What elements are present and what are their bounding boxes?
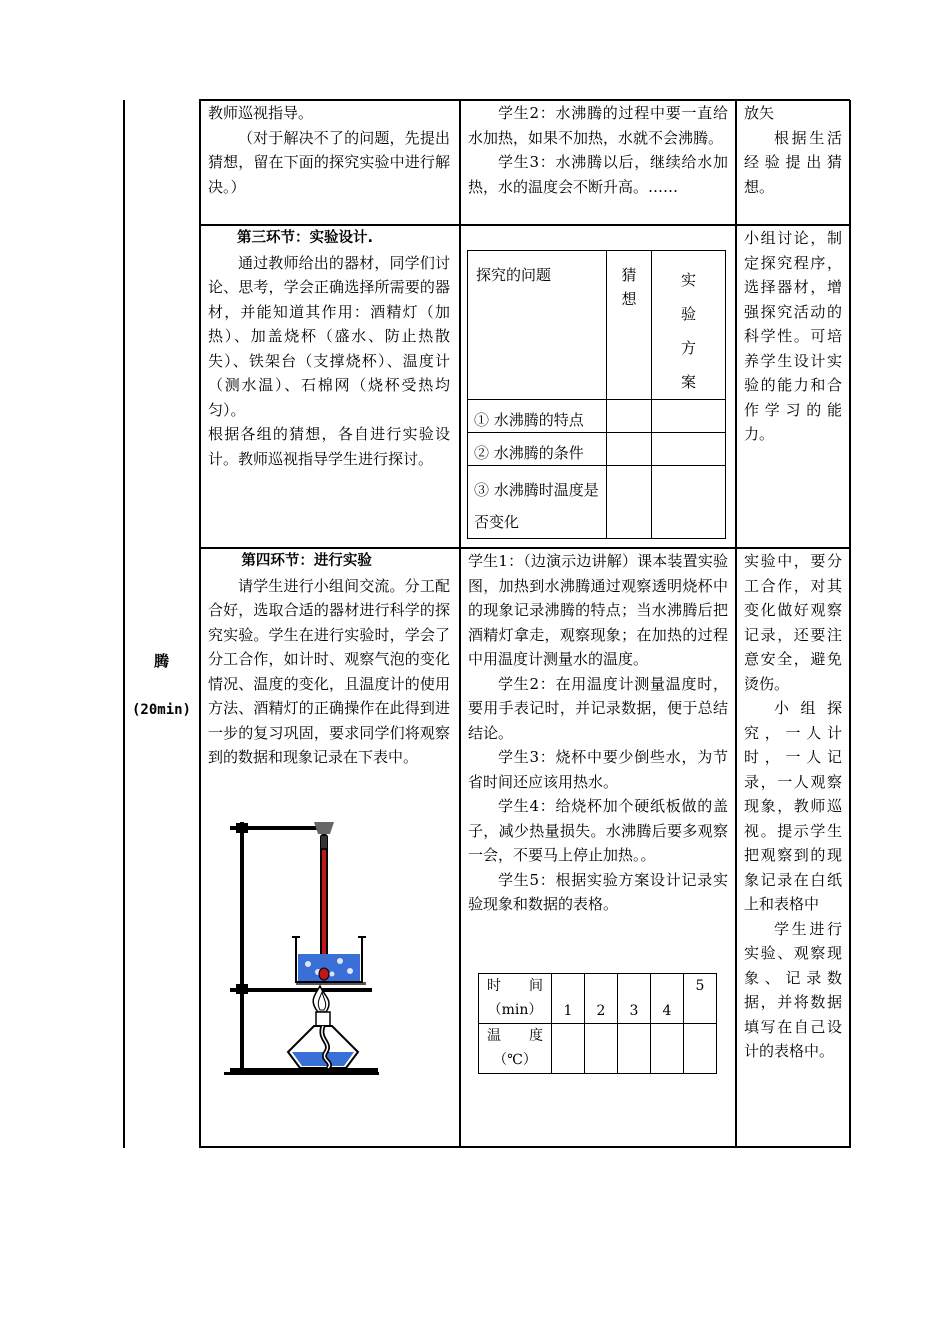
row3-teacher-cell [208,549,450,770]
time-cell: 5 [684,974,717,1024]
time-label: (20min) [131,702,191,718]
data-record-table [478,973,717,1074]
row1-student-p1: 学生2：水沸腾的过程中要一直给水加热，如果不加热，水就不会沸腾。 [468,104,728,147]
row3-design-cell [744,549,842,1064]
table-border-bottom [199,1146,850,1148]
support-ring [230,988,372,992]
table-divider-3 [735,100,737,1148]
plan-header-question: 探究的问题 [468,251,607,400]
plan-table-row [468,433,726,466]
time-cell: 1 [552,974,585,1024]
plan-row-2: ② 水沸腾的条件 [468,433,607,466]
plan-header-method [652,251,726,400]
plan-row-1: ① 水沸腾的特点 [468,400,607,433]
row3-student-p4: 学生4：给烧杯加个硬纸板做的盖子，减少热量损失。水沸腾后要多观察一会，不要马上停止加热。。 [468,797,728,864]
row3-teacher-p1: 请学生进行小组间交流。分工配合好，选取合适的器材进行科学的探究实验。学生在进行实验时，学会了分工合作，如计时、观察气泡的变化情况、温度的变化，且温度计的使用方法、酒精灯的正确操作在此得到进一步的复习巩固，要求同学们将观察到的数据和现象记录在下表中。 [208,576,450,766]
row3-student-p1: 学生1：（边演示边讲解）课本装置实验图，加热到水沸腾通过观察透明烧杯中的现象记录沸腾的特点；当水沸腾后把酒精灯拿走，观察现象；在加热的过程中用温度计测量水的温度。 [468,552,728,668]
temp-label-a: 温 度 [487,1028,543,1044]
row3-design-p3: 学生进行实验、观察现象、记录数据，并将数据填写在自己设计的表格中。 [744,919,842,1060]
row1-teacher-p2: （对于解决不了的问题，先提出猜想，留在下面的探究实验中进行解决。） [208,128,450,196]
plan-table-header-row [468,251,726,400]
plan-header-guess-2: 想 [621,290,637,308]
row1-student-cell [468,101,728,199]
data-time-row [479,974,717,1024]
table-divider-1 [199,100,201,1148]
plan-row-3: ③ 水沸腾时温度是否变化 [468,466,607,539]
plan-header-method-3: 方 [680,339,696,357]
time-cell: 3 [618,974,651,1024]
row3-design-p2: 小组探究，一人计时，一人记录，一人观察现象，教师巡视。提示学生把观察到的现象记录在白纸上和表格中 [744,699,842,913]
table-border-right [849,100,851,1148]
time-label-a: 时 间 [487,978,543,994]
section-label: 腾 [153,652,169,670]
row2-teacher-cell [208,226,450,471]
row3-design-p1: 实验中，要分工合作，对其变化做好观察记录，还要注意安全，避免烫伤。 [744,552,842,693]
plan-table [467,250,726,539]
plan-table-row [468,400,726,433]
plan-header-guess-1: 猜 [621,266,637,284]
plan-header-guess [607,251,652,400]
row1-design-p2: 根据生活经验提出猜想。 [744,128,842,196]
data-time-label [479,974,552,1024]
row3-student-p5: 学生5：根据实验方案设计记录实验现象和数据的表格。 [468,870,728,913]
time-cell: 4 [651,974,684,1024]
plan-header-method-1: 实 [680,271,696,289]
plan-table-row [468,466,726,539]
time-label-b: （min） [487,1002,543,1018]
row1-teacher-cell [208,101,450,199]
row1-design-p1: 放矢 [744,104,775,122]
row2-design-p1: 小组讨论，制定探究程序，选择器材，增强探究活动的科学性。可培养学生设计实验的能力和合作学习的能力。 [744,229,842,443]
data-temp-row [479,1024,717,1074]
row2-heading: 第三环节：实验设计. [237,230,374,246]
row2-teacher-p1: 通过教师给出的器材，同学们讨论、思考，学会正确选择所需要的器材，并能知道其作用：酒精灯（加热）、加盖烧杯（盛水、防止热散失）、铁架台（支撑烧杯）、温度计（测水温）、石棉网（烧杯受热均匀）。 [208,253,450,419]
data-temp-label [479,1024,552,1074]
row3-heading: 第四环节：进行实验 [241,553,372,569]
row1-design-cell [744,101,842,199]
boiling-apparatus-illustration [222,816,382,1088]
temp-label-b: （℃） [493,1052,537,1068]
row3-student-p2: 学生2：在用温度计测量温度时，要用手表记时，并记录数据，便于总结结论。 [468,674,728,742]
row1-student-p2: 学生3：水沸腾以后，继续给水加热，水的温度会不断升高。…… [468,153,728,196]
time-cell: 2 [585,974,618,1024]
row2-design-cell [744,226,842,447]
stand-rod [240,822,244,1070]
row3-student-p3: 学生3：烧杯中要少倒些水，为节省时间还应该用热水。 [468,748,728,791]
plan-header-method-4: 案 [680,373,696,391]
beaker-water [298,954,360,981]
table-border-left [123,100,125,1148]
plan-header-method-2: 验 [680,305,696,323]
row2-teacher-p2: 根据各组的猜想，各自进行实验设计。教师巡视指导学生进行探讨。 [208,425,450,468]
row3-student-cell [468,549,728,917]
row1-teacher-p1: 教师巡视指导。 [208,104,314,122]
table-divider-2 [459,100,461,1148]
